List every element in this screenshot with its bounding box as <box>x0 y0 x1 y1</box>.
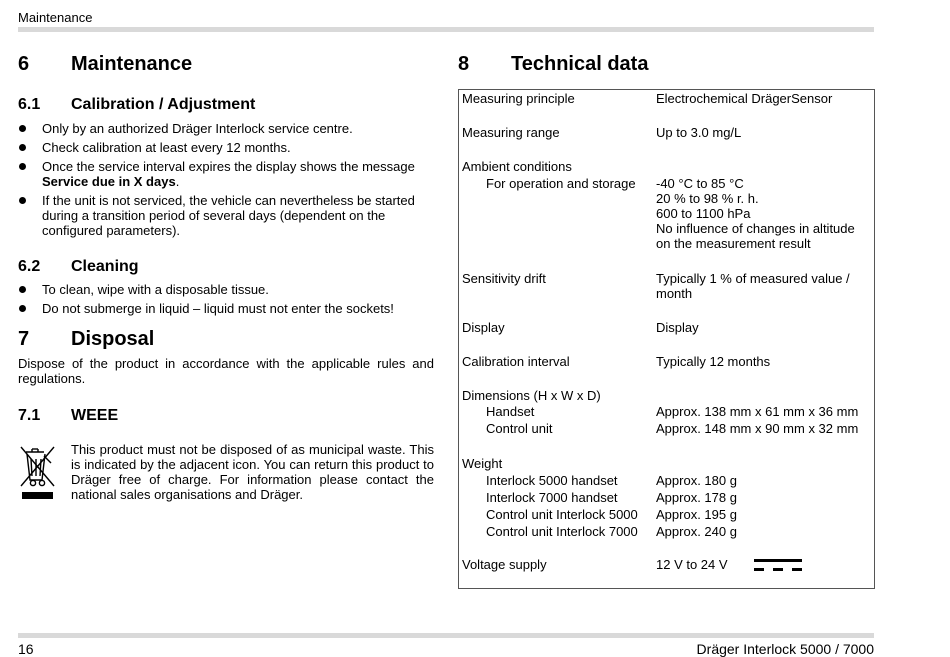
section-title: Technical data <box>511 53 649 75</box>
td-label: Calibration interval <box>462 354 570 369</box>
calibration-list <box>18 121 434 242</box>
page-number: 16 <box>18 641 34 657</box>
td-label: Weight <box>462 456 503 471</box>
bullet-icon <box>19 163 26 170</box>
list-item: To clean, wipe with a disposable tissue. <box>18 282 434 297</box>
weee-crossed-bin-icon <box>18 444 58 502</box>
td-sublabel: Handset <box>486 404 535 419</box>
td-value: Up to 3.0 mg/L <box>656 125 742 140</box>
heading-calibration <box>18 96 438 116</box>
list-item: Do not submerge in liquid – liquid must not enter the sockets! <box>18 301 434 316</box>
td-value: Typically 12 months <box>656 354 771 369</box>
td-label: Ambient conditions <box>462 159 572 174</box>
td-value: Approx. 180 g <box>656 473 737 488</box>
td-sublabel: Control unit Interlock 7000 <box>486 524 638 539</box>
td-label: Sensitivity drift <box>462 271 546 286</box>
bullet-icon <box>19 197 26 204</box>
weee-text: This product must not be disposed of as municipal waste. This is indicated by the adjacent icon. You can return this product to Dräger free of charge. For information please contact the national sales organisations and Dräger. <box>71 442 434 502</box>
td-label: Display <box>462 320 505 335</box>
td-value: Approx. 240 g <box>656 524 737 539</box>
td-label: Measuring range <box>462 125 560 140</box>
td-sublabel: Interlock 5000 handset <box>486 473 618 488</box>
header-rule <box>18 27 874 32</box>
section-title: Disposal <box>71 328 155 350</box>
section-number: 8 <box>458 53 470 75</box>
heading-weee <box>18 407 438 427</box>
running-header: Maintenance <box>18 10 93 25</box>
heading-maintenance <box>18 53 438 77</box>
td-value: Display <box>656 320 699 335</box>
td-label: Voltage supply <box>462 557 547 572</box>
footer-rule <box>18 633 874 638</box>
section-number: 6.1 <box>18 96 41 113</box>
td-sublabel: Control unit Interlock 5000 <box>486 507 638 522</box>
section-title: Maintenance <box>71 53 193 75</box>
cleaning-list <box>18 282 434 320</box>
bullet-icon <box>19 286 26 293</box>
section-number: 6 <box>18 53 30 75</box>
heading-technical-data <box>458 53 878 77</box>
direct-current-symbol-icon <box>752 558 804 574</box>
bullet-icon <box>19 125 26 132</box>
td-value: No influence of changes in altitude <box>656 221 855 236</box>
footer-product-name: Dräger Interlock 5000 / 7000 <box>696 641 874 657</box>
td-label: Dimensions (H x W x D) <box>462 388 601 403</box>
section-title: Cleaning <box>71 258 139 275</box>
list-item: If the unit is not serviced, the vehicle can nevertheless be started during a transition period of several days (dependent on the configured parameters). <box>18 193 434 238</box>
section-number: 7 <box>18 328 30 350</box>
td-value: Approx. 138 mm x 61 mm x 36 mm <box>656 404 859 419</box>
td-sublabel: Interlock 7000 handset <box>486 490 618 505</box>
list-item: Check calibration at least every 12 months. <box>18 140 434 155</box>
td-value: 20 % to 98 % r. h. <box>656 191 759 206</box>
td-value: on the measurement result <box>656 236 811 251</box>
td-value: -40 °C to 85 °C <box>656 176 744 191</box>
td-value: Approx. 178 g <box>656 490 737 505</box>
list-item: Only by an authorized Dräger Interlock service centre. <box>18 121 434 136</box>
section-title: WEEE <box>71 407 119 424</box>
td-value: 12 V to 24 V <box>656 557 728 572</box>
service-message: Service due in X days <box>42 174 176 189</box>
td-sublabel: For operation and storage <box>486 176 636 191</box>
td-value: month <box>656 286 693 301</box>
td-sublabel: Control unit <box>486 421 553 436</box>
heading-disposal <box>18 328 438 352</box>
heading-cleaning <box>18 258 438 278</box>
bullet-icon <box>19 305 26 312</box>
section-number: 7.1 <box>18 407 41 424</box>
td-value: 600 to 1100 hPa <box>656 206 751 221</box>
list-item: Once the service interval expires the display shows the message Service due in X days. <box>18 159 434 189</box>
td-label: Measuring principle <box>462 91 575 106</box>
section-number: 6.2 <box>18 258 41 275</box>
td-value: Approx. 148 mm x 90 mm x 32 mm <box>656 421 859 436</box>
bullet-icon <box>19 144 26 151</box>
td-value: Electrochemical DrägerSensor <box>656 91 833 106</box>
td-value: Approx. 195 g <box>656 507 737 522</box>
disposal-text: Dispose of the product in accordance with the applicable rules and regulations. <box>18 356 434 386</box>
td-value: Typically 1 % of measured value / <box>656 271 850 286</box>
section-title: Calibration / Adjustment <box>71 96 256 113</box>
